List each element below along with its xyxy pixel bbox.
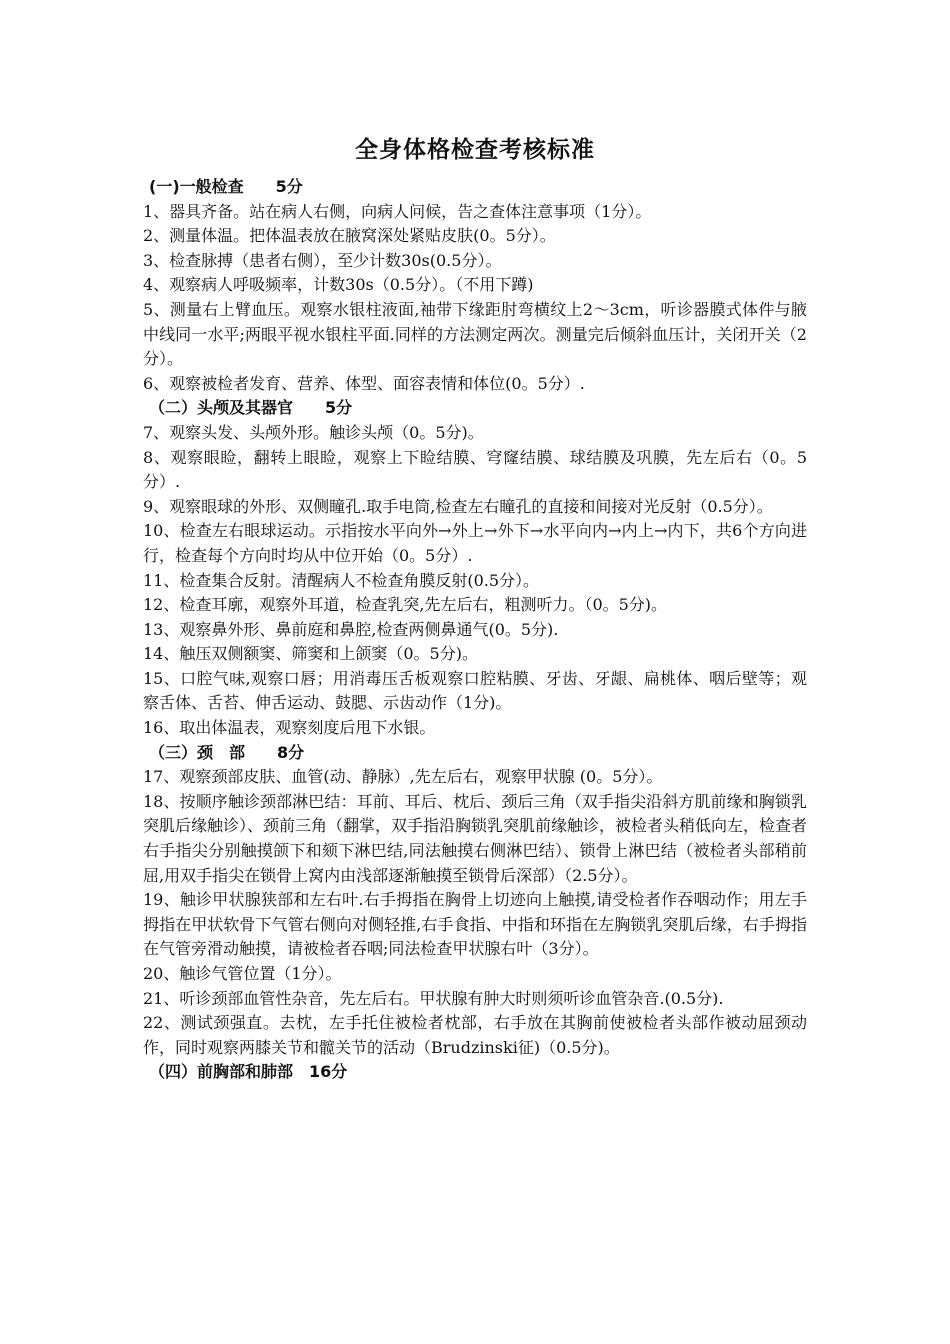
document-title: 全身体格检查考核标准 (355, 137, 595, 163)
exam-item: 22、测试颈强直。去枕，左手托住被检者枕部，右手放在其胸前使被检者头部作被动屈颈动作，同时观察两膝关节和髋关节的活动（Brudzinski征)（0.5分)。 (143, 1013, 807, 1057)
exam-item: 14、触压双侧额窦、筛窦和上颌窦（0。5分)。 (143, 644, 478, 664)
exam-item: 16、取出体温表，观察刻度后甩下水银。 (143, 718, 436, 738)
exam-item: 21、听诊颈部血管性杂音，先左后右。甲状腺有肿大时则须听诊血管杂音.(0.5分). (143, 988, 724, 1008)
exam-item: 11、检查集合反射。清醒病人不检查角膜反射(0.5分）。 (143, 570, 540, 590)
exam-item: 9、观察眼球的外形、双侧瞳孔.取手电筒,检查左右瞳孔的直接和间接对光反射（0.5分）。 (143, 496, 773, 516)
section-heading: （四）前胸部和肺部 16分 (149, 1062, 348, 1082)
exam-item: 4、观察病人呼吸频率，计数30s（0.5分）。（不用下蹲) (143, 275, 534, 295)
exam-item: 3、检查脉搏（患者右侧），至少计数30s(0.5分）。 (143, 250, 502, 270)
exam-item: 12、检查耳廓，观察外耳道，检查乳突,先左后右，粗测听力。（0。5分)。 (143, 595, 668, 615)
exam-item: 8、观察眼睑，翻转上眼睑，观察上下睑结膜、穹窿结膜、球结膜及巩膜，先左后右（0。5分）. (143, 447, 807, 492)
exam-item: 19、触诊甲状腺狭部和左右叶.右手拇指在胸骨上切迹向上触摸,请受检者作吞咽动作；用左手拇指在甲状软骨下气管右侧向对侧轻推,右手食指、中指和环指在左胸锁乳突肌后缘，右手拇指在气管旁滑动触摸，请被检者吞咽;同法检查甲状腺右叶（3分）。 (143, 890, 807, 959)
document-body (143, 175, 807, 1085)
section-heading: （三）颈 部 8分 (149, 742, 305, 762)
exam-item: 15、口腔气味,观察口唇；用消毒压舌板观察口腔粘膜、牙齿、牙龈、扁桃体、咽后壁等；观察舌体、舌苔、伸舌运动、鼓腮、示齿动作（1分)。 (143, 668, 807, 713)
exam-item: 7、观察头发、头颅外形。触诊头颅（0。5分)。 (143, 422, 484, 442)
exam-item: 20、触诊气管位置（1分）。 (143, 964, 342, 983)
section-heading: （二）头颅及其器官 5分 (149, 398, 353, 418)
section-heading: (一)一般检查 5分 (149, 177, 303, 196)
exam-item: 18、按顺序触诊颈部淋巴结：耳前、耳后、枕后、颈后三角（双手指尖沿斜方肌前缘和胸锁乳突肌后缘触诊）、颈前三角（翻掌，双手指沿胸锁乳突肌前缘触诊，被检者头稍低向左，检查者右手指尖分别触摸颌下和颏下淋巴结,同法触摸右侧淋巴结）、锁骨上淋巴结（被检者头部稍前屈,用双手指尖在锁骨上窝内由浅部逐渐触摸至锁骨后深部）（2.5分）。 (143, 791, 808, 885)
exam-item: 17、观察颈部皮肤、血管(动、静脉）,先左后右，观察甲状腺 (0。5分）。 (143, 767, 663, 787)
exam-item: 5、测量右上臂血压。观察水银柱液面,袖带下缘距肘弯横纹上2～3cm，听诊器膜式体件与腋中线同一水平;两眼平视水银柱平面.同样的方法测定两次。测量完后倾斜血压计，关闭开关（2分）。 (143, 299, 807, 369)
exam-item: 13、观察鼻外形、鼻前庭和鼻腔,检查两侧鼻通气(0。5分). (143, 619, 559, 639)
exam-item: 1、器具齐备。站在病人右侧，向病人问候，告之查体注意事项（1分）。 (143, 201, 652, 221)
exam-item: 6、观察被检者发育、营养、体型、面容表情和体位(0。5分）. (143, 373, 585, 393)
exam-item: 10、检查左右眼球运动。示指按水平向外→外上→外下→水平向内→内上→内下，共6个方向进行，检查每个方向时均从中位开始（0。5分）. (143, 521, 807, 565)
exam-item: 2、测量体温。把体温表放在腋窝深处紧贴皮肤(0。5分）。 (143, 226, 556, 246)
